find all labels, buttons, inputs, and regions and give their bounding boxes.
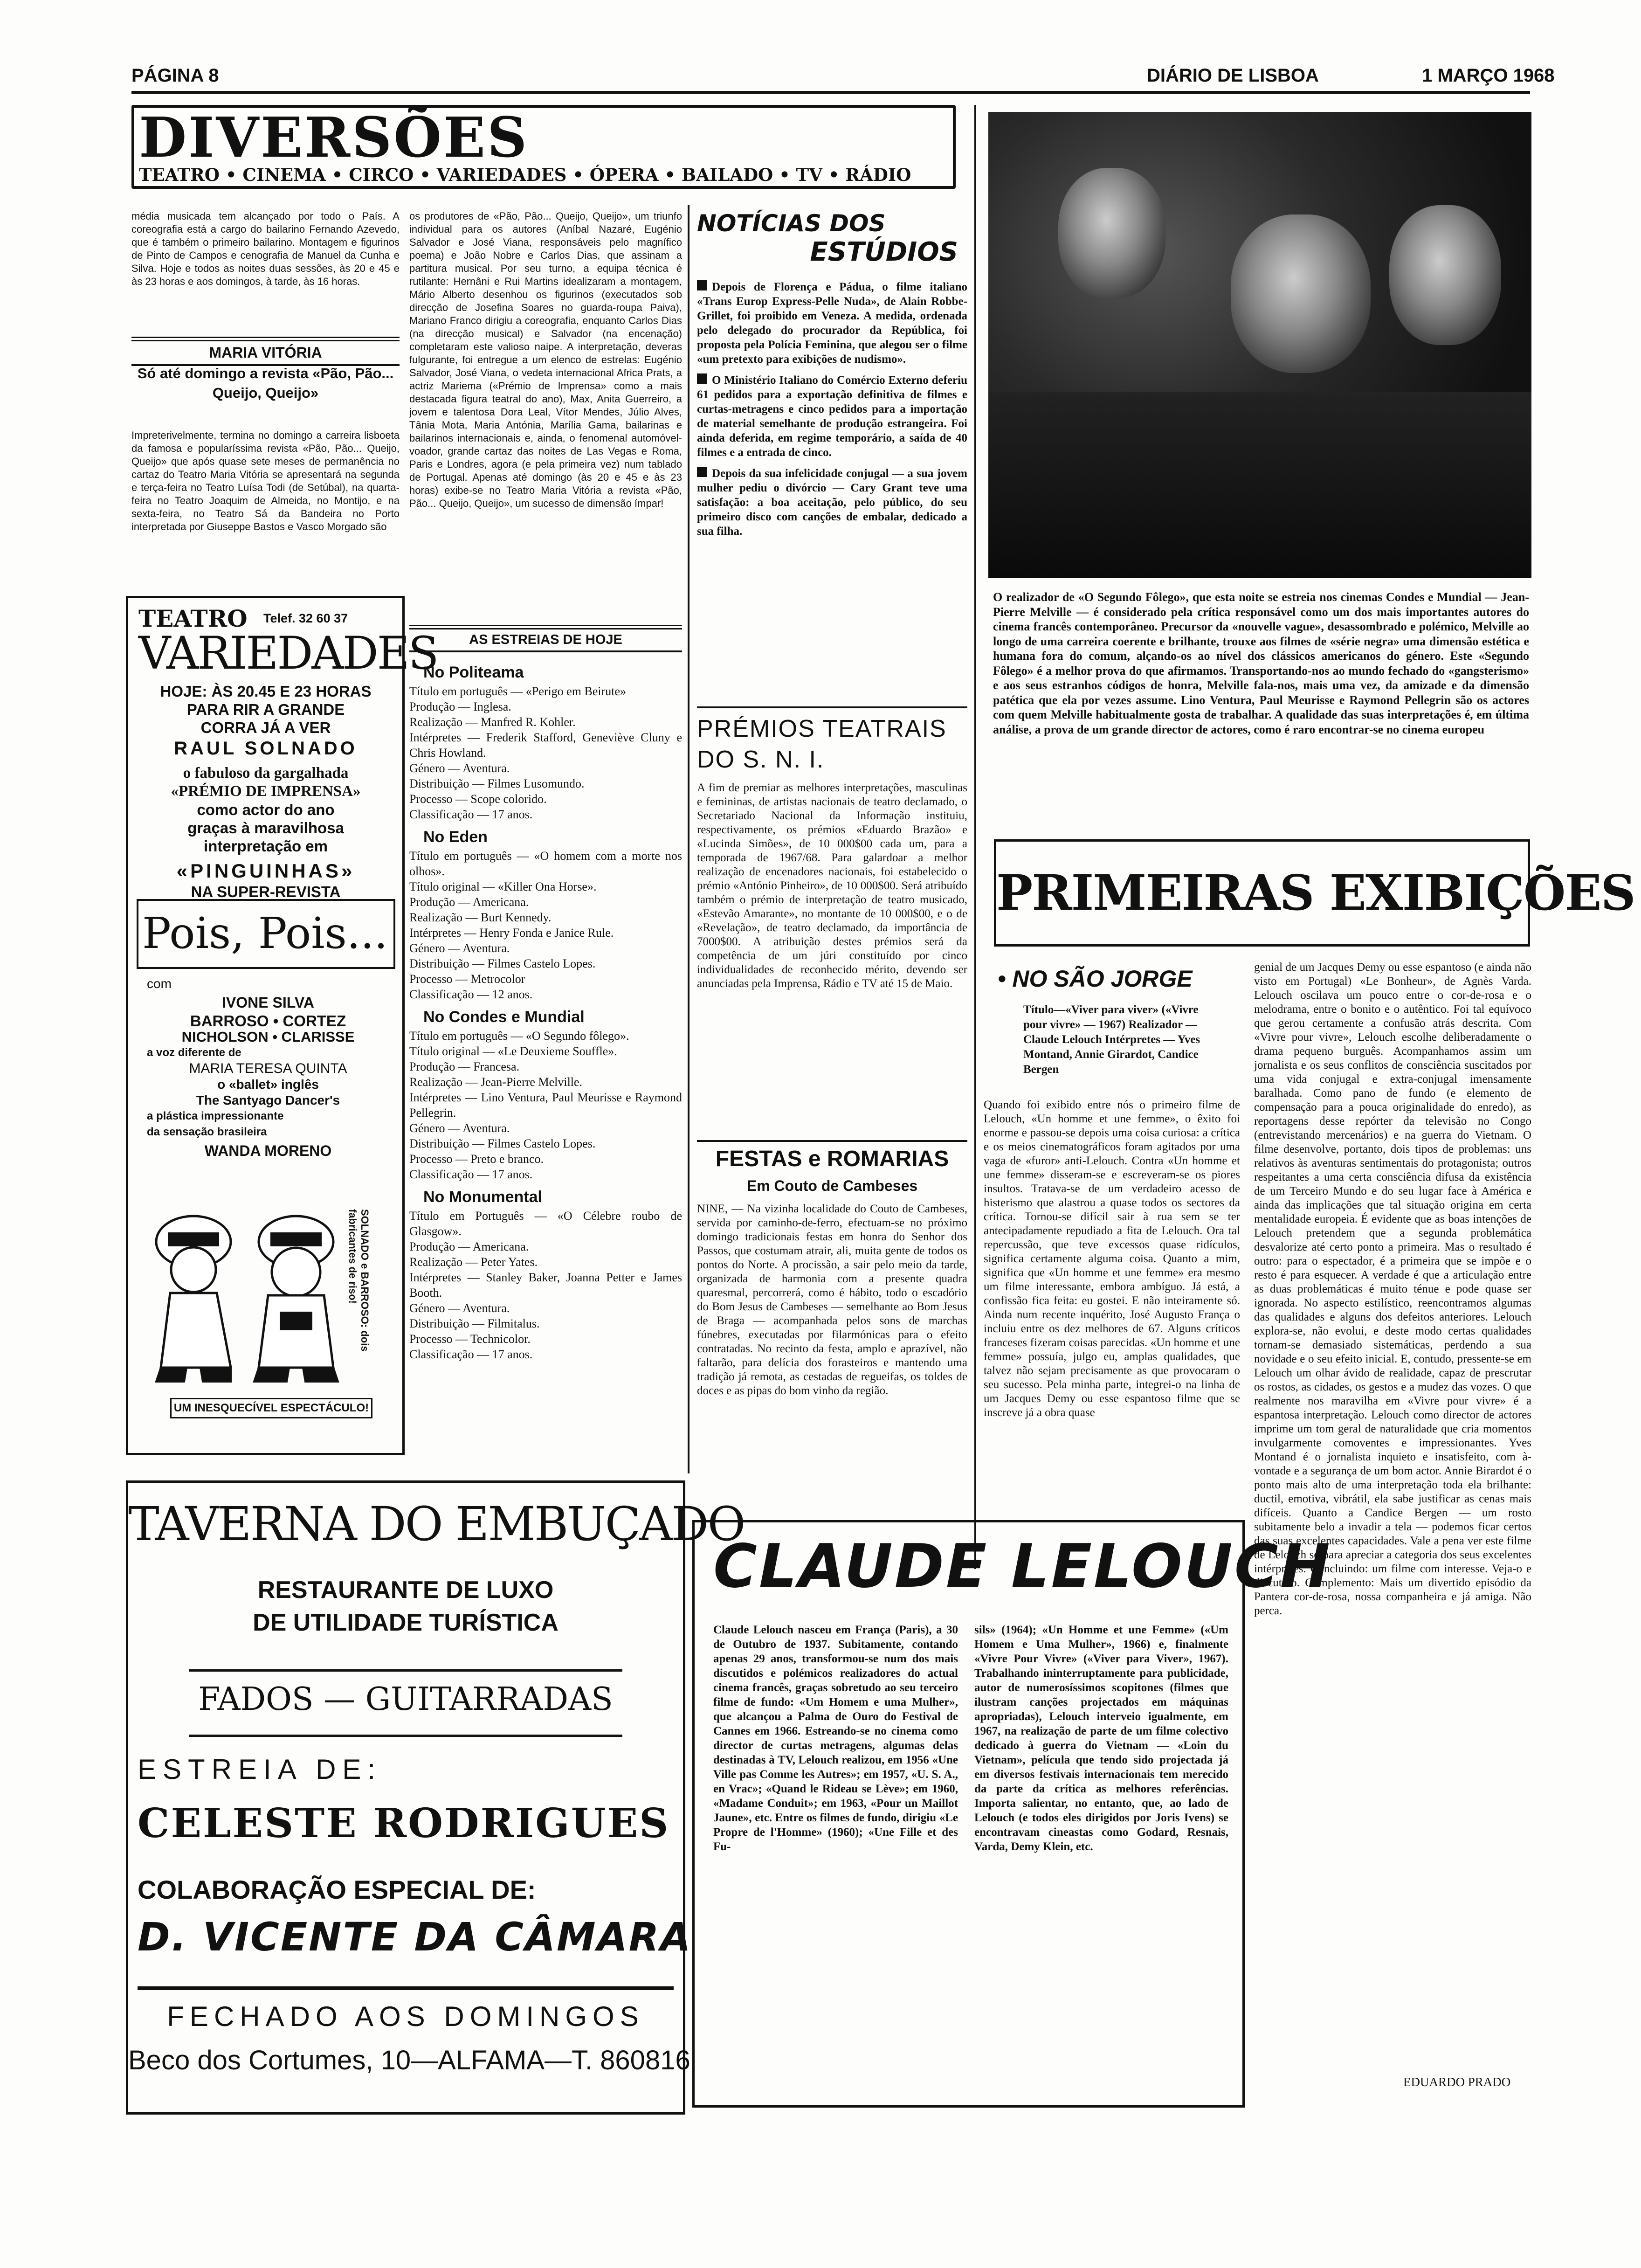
section-rule <box>697 706 967 708</box>
photo-person <box>1389 205 1501 345</box>
taverna-address: Beco dos Cortumes, 10—ALFAMA—T. 860816 <box>128 2045 690 2075</box>
primeiras-text2: genial de um Jacques Demy ou esse espantoso (e ainda não visto em Portugal) «Le Bonheur», de Agnès Varda. Lelouch oscilava um pouco entre o cor-de-rosa e o melodrama, entre o bonito e o autêntico. Foi tal equívoco que gerou certamente a confusão atrás descrita. Com «Vivre pour vivre», Lelouch escolhe deliberadamente o drama pequeno burguês. Acompanhamos assim um jornalista e os seus conflitos de consciência suscitados por uma vida conjugal e extra-conjugal imensamente baralhada. Como pano de fundo (e elemento de compensação para a pouca originalidade do enredo), as reportagens desse repórter da televisão no Congo (entrevistando mercenários) e na guerra do Vietnam. O filme desenvolve, portanto, dois tipos de problemas: uns relativos às aventuras sentimentais do protagonista; outros respeitantes a uma certa consciência difusa da existência de um Terceiro Mundo e do seu lugar face à América e ainda das implicações que tal situação origina em certa mentalidade europeia. É evidente que as boas intenções de Lelouch pretendem que a segunda problemática desvalorize até certo ponto a primeira. Mas o resultado é outro: para o espectador, é a primeira que se impõe e o resto é para esquecer. A verdade é que a articulação entre as duas problemáticas é muito ténue e pode quase ser ignorada. No aspecto estilístico, reencontramos algumas das qualidades e alguns dos defeitos anteriores. Lelouch explora-se, não evolui, e deste modo certas qualidades tornam-se demasiado sistemáticas, perdendo a sua novidade e o seu efeito inicial. E, contudo, pressente-se em Lelouch um olhar ávido de realidade, capaz de prescrutar os rostos, as cidades, os gestos e a mudez das vozes. O que realmente nos maravilha em «Vivre pour vivre» é a espantosa interpretação. Lelouch como director de actores imprime um tom geral de naturalidade que cria momentos invulgarmente comoventes e impressionantes. Yves Montand é o jornalista inquieto e insatisfeito, com à-vontade e a segurança de um bom actor. Annie Birardot é o ponto mais alto de uma interpretação toda ela brilhante: ductil, emotiva, vibrátil, ela sabe justificar as cenas mais difíceis. Quanto a Candice Bergen — um rosto subitamente belo a invadir a tela — podemos ficar certos das suas excelentes capacidades. Vale a pena ver este filme de Lelouch só para apreciar a categoria dos seus excelentes intérpretes. Concluindo: um filme com interesse. Veja-o e discuta-o. Complemento: Mais um divertido episódio da Pantera cor-de-rosa, nossa companheira e já amiga. Não perca. <box>1254 961 1531 1617</box>
film-line: Género — Aventura. <box>409 1121 510 1135</box>
film-line: Realização — Manfred R. Kohler. <box>409 715 576 729</box>
variedades-teatro: TEATRO <box>138 605 248 632</box>
primeiras-signature: EDUARDO PRADO <box>1403 2075 1511 2089</box>
film-line: Género — Aventura. <box>409 941 510 955</box>
taverna-estreia: ESTREIA DE: <box>138 1754 382 1785</box>
variedades-cast4: a voz diferente de <box>147 1046 241 1059</box>
page-date: 1 MARÇO 1968 <box>1422 65 1555 86</box>
film-line: Distribuição — Filmes Castelo Lopes. <box>409 957 596 970</box>
taverna-ad <box>126 1480 745 2115</box>
maria-vitoria-text: Impreterivelmente, termina no domingo a carreira lisboeta da famosa e popularíssima revista «Pão, Pão... Queijo, Queijo» que após quase sete meses de permanência no cartaz do Teatro Maria Vitória se apresentará na segunda e terça-feira no Teatro Luísa Todi (de Setúbal), na quarta-feira no Teatro Joaquim de Almeida, no Montijo, e na sexta-feira, no Teatro Sá da Bandeira no Porto interpretada por Giuseppe Bastos e Vasco Morgado são <box>131 429 400 532</box>
variedades-cast2: BARROSO • CORTEZ <box>190 1012 346 1030</box>
film-line: Processo — Technicolor. <box>409 1332 531 1346</box>
variedades-line5: como actor do ano <box>197 801 335 818</box>
col1-top-text: média musicada tem alcançado por todo o País. A coreografia está a cargo do bailarino Fernando Azevedo, que é também o primeiro bailarino. Montagem e figurinos de Pinto de Campos e cenografia de Manuel da Cunha e Silva. Hoje e todos as noites duas sessões, às 20 e 45 e às 23 horas e aos domingos, à tarde, às 16 horas. <box>131 210 400 287</box>
lelouch-title: CLAUDE LELOUCH <box>713 1532 1332 1601</box>
variedades-cast9: da sensação brasileira <box>147 1126 267 1138</box>
variedades-body <box>133 682 399 901</box>
variedades-com: com <box>147 976 172 991</box>
film-line: Realização — Peter Yates. <box>409 1255 538 1269</box>
bullet-icon <box>697 280 707 290</box>
variedades-name: VARIEDADES <box>138 627 438 679</box>
film-line: Título em Português — «O Célebre roubo de Glasgow». <box>409 1209 682 1238</box>
film-line: Intérpretes — Lino Ventura, Paul Meurisse e Raymond Pellegrin. <box>409 1091 682 1120</box>
taverna-closed: FECHADO AOS DOMINGOS <box>167 2001 644 2032</box>
column-rule <box>688 205 689 1473</box>
film-line: Classificação — 17 anos. <box>409 808 533 821</box>
film-listing <box>409 1010 682 1182</box>
film-line: Título original — «Killer Ona Horse». <box>409 880 597 893</box>
variedades-line2: CORRA JÁ A VER <box>200 719 331 736</box>
film-line: Processo — Metrocolor <box>409 972 525 986</box>
taverna-line2: DE UTILIDADE TURÍSTICA <box>253 1609 558 1636</box>
photo-person <box>1231 214 1371 373</box>
maria-vitoria-headline: Só até domingo a revista «Pão, Pão... Queijo, Queijo» <box>137 365 394 401</box>
lelouch-text2: sils» (1964); «Un Homme et une Femme» («Um Homem e Uma Mulher», 1966) e, finalmente «Vivre Pour Vivre» («Viver para Viver», 1967). Trabalhando ininterruptamente para publicidade, autor de numerosíssimos scopitones (filmes que ilustram canções projectados em máquinas apropriadas), Lelouch interveio igualmente, em 1967, na realização de parte de um filme colectivo dedicado à guerra do Vietnam — «Loin du Vietnam», película que tendo sido projectada já em diversos festivais internacionais tem merecido da parte da crítica as melhores referências. Importa salientar, no entanto, que, ao lado de Lelouch (e todos eles dirigidos por Joris Ivens) se encontravam cineastas como Godard, Resnais, Varda, Demy Klein, etc. <box>974 1624 1228 1853</box>
taverna-colab: COLABORAÇÃO ESPECIAL DE: <box>138 1875 536 1904</box>
variedades-side-caption: SOLNADO e BARROSO: dois fabricantes de riso! <box>347 1209 371 1352</box>
maria-vitoria-bar <box>131 337 400 366</box>
lelouch-box <box>692 1520 1332 2108</box>
taverna-rule <box>138 1986 674 1990</box>
film-line: Género — Aventura. <box>409 761 510 775</box>
variedades-line1: PARA RIR A GRANDE <box>186 701 345 718</box>
film-listing <box>409 830 682 1002</box>
film-line: Título em português — «O Segundo fôlego». <box>409 1029 629 1043</box>
film-line: Classificação — 12 anos. <box>409 988 533 1001</box>
page-number: PÁGINA 8 <box>131 65 219 86</box>
premios-text: A fim de premiar as melhores interpretações, masculinas e femininas, de artistas nacionais de teatro declamado, o Secretariado Nacional da Informação instituiu, respectivamente, os prémios «Eduardo Brazão» e «Lucinda Simões», de 10 000$00 cada um, para a temporada de 1967/68. Para galardoar a melhor realização de encenadores nacionais, foi estabelecido o prémio «António Pinheiro», de 10 000$00. Será atribuído também o prémio de interpretação de teatro musicado, «Estevão Amarante», no montante de 10 000$00, e o de «Revelação», de teatro declamado, da importância de 7000$00. A atribuição destes prémios será da competência de um júri constituído por cinco individualidades de reconhecido mérito, devendo ser anunciadas pela Imprensa, Rádio e TV até 15 de Maio. <box>697 781 967 990</box>
variedades-revista-box <box>137 899 395 969</box>
film-line: Género — Aventura. <box>409 1301 510 1315</box>
taverna-rule <box>189 1669 622 1672</box>
film-line: Produção — Americana. <box>409 895 529 909</box>
variedades-line4: «PRÉMIO DE IMPRENSA» <box>171 783 361 800</box>
film-line: Intérpretes — Frederik Stafford, Geneviève Cluny e Chris Howland. <box>409 731 682 760</box>
noticias-item <box>697 466 967 539</box>
estreias-bar-label: AS ESTREIAS DE HOJE <box>409 625 682 652</box>
bullet-icon <box>697 373 707 384</box>
film-line: Distribuição — Filmitalus. <box>409 1317 540 1330</box>
section-header <box>131 105 956 189</box>
film-line: Classificação — 17 anos. <box>409 1168 533 1181</box>
film-line: Distribuição — Filmes Castelo Lopes. <box>409 1137 596 1150</box>
variedades-revista: Pois, Pois... <box>142 908 388 958</box>
variedades-line7: interpretação em <box>204 837 328 855</box>
noticias-item-text: Depois da sua infelicidade conjugal — a sua jovem mulher pediu o divórcio — Cary Grant teve uma satisfação: a boa aceitação, pelo público, do seu primeiro disco com canções de embalar, dedicado a sua filha. <box>697 467 967 538</box>
festas-subtitle: Em Couto de Cambeses <box>746 1177 918 1194</box>
variedades-cast6: o «ballet» inglês <box>217 1077 319 1092</box>
variedades-telef: Telef. 32 60 37 <box>263 611 348 625</box>
primeiras-text1: Quando foi exibido entre nós o primeiro filme de Lelouch, «Un homme et une femme», o êxito foi enorme e passou-se depois uma coisa curiosa: a crítica e os meios cinematográficos foram agitados por uma vaga de «furor» anti-Lelouch. Contra «Un homme et une femme» disseram-se e escreveram-se os piores insultos. Tratava-se de um verdadeiro acesso de histerismo que alastrou a quase todos os sectores da crítica. Tornou-se difícil sair à rua sem se ter antecipadamente repudiado a fita de Lelouch. Ora tal repercussão, que teve excessos quase ridículos, significa certamente alguma coisa. Quanto a mim, significa que «Un homme et une femme» era mesmo um filme interessante, embora ambíguo. Já está, a confissão fica feita: eu gostei. E não inteiramente só. Ainda num recente inquérito, José Augusto França o incluiu entre os dez melhores de 67. Alguns críticos franceses fizeram coisas parecidas. «Un homme et une femme» possuía, julgo eu, amplas qualidades, que talvez não sejam precisamente as que provocaram o seu sucesso. Pela minha parte, integrei-o na linha de um Jacques Demy ou esse espantoso filme que se inscreve já a obra quase <box>984 1099 1240 1419</box>
variedades-star: RAUL SOLNADO <box>174 738 358 759</box>
noticias-item-text: O Ministério Italiano do Comércio Externo deferiu 61 pedidos para a exportação definitiva de filmes e curtas-metragens e cinco pedidos para a importação de material semelhante de produção estrangeira. Foi ainda deferida, em regime temporário, a saída de 40 filmes e a entrada de cinco. <box>697 374 967 459</box>
variedades-footer: UM INESQUECÍVEL ESPECTÁCULO! <box>170 1398 372 1418</box>
taverna-title: TAVERNA DO EMBUÇADO <box>128 1497 745 1551</box>
film-cinema: No Politeama <box>423 664 524 681</box>
photo-caption: O realizador de «O Segundo Fôlego», que esta noite se estreia nos cinemas Condes e Mundial — Jean-Pierre Melville — é considerado pela crítica responsável como um dos mais importantes autores do cinema francês contemporâneo. Precursor da «nouvelle vague», desassombrado e polémico, Melville ao longo de uma carreira coerente e brilhante, trouxe aos filmes de «série negra» uma dimensão estética e humana fora do comum, alçando-os ao nível dos clássicos americanos do género. Este «Segundo Fôlego» é a melhor prova do que afirmamos. Transportando-nos ao mundo fechado do «gangsterismo» e aos seus estranhos códigos de honra, Melville fala-nos, mais uma vez, da amizade e da dimensão patética que ela por vezes assume. Lino Ventura, Paul Meurisse e Raymond Pellegrin são os actores com quem Melville habitualmente gosta de trabalhar. A qualidade das suas interpretações é, em última análise, a prova de um grande director de actores, como é raro encontrar-se no cinema europeu <box>993 590 1529 736</box>
premios-title: PRÉMIOS TEATRAIS DO S. N. I. <box>697 715 947 773</box>
variedades-cast3: NICHOLSON • CLARISSE <box>181 1029 355 1045</box>
film-line: Produção — Americana. <box>409 1240 529 1253</box>
film-cinema: No Eden <box>423 828 488 846</box>
noticias-item <box>697 280 967 366</box>
variedades-ad <box>126 596 438 1455</box>
film-listing <box>409 665 682 822</box>
maria-vitoria-bar-label: MARIA VITÓRIA <box>131 337 400 366</box>
taverna-line1: RESTAURANTE DE LUXO <box>257 1577 554 1604</box>
lelouch-text1: Claude Lelouch nasceu em França (Paris), a 30 de Outubro de 1937. Subitamente, contando apenas 29 anos, transformou-se num dos mais discutidos e polémicos realizadores do actual cinema francês, graças sobretudo ao seu terceiro filme de fundo: «Um Homem e uma Mulher», que alcançou a Palma de Ouro do Festival de Cannes em 1966. Estreando-se no cinema como director de curtas metragens, algumas delas destinadas à TV, Lelouch realizou, em 1956 «Une Ville pas Comme les Autres»; em 1957, «U. S. A., en Vrac»; «Quand le Rideau se Lève»; em 1960, «Madame Conduit»; em 1963, «Pour un Maillot Jaune», etc. Entre os filmes de fundo, dirigiu «Le Propre de l'Homme» (1960); «Une Fille et des Fu- <box>713 1624 958 1853</box>
variedades-cast5: MARIA TERESA QUINTA <box>189 1061 347 1076</box>
film-cinema: No Monumental <box>423 1188 542 1206</box>
variedades-line3: o fabuloso da gargalhada <box>183 765 349 781</box>
film-listing <box>409 1189 682 1362</box>
melville-photo <box>988 112 1531 578</box>
film-line: Intérpretes — Stanley Baker, Joanna Petter e James Booth. <box>409 1271 682 1300</box>
bullet-icon <box>697 467 707 477</box>
festas-title: FESTAS e ROMARIAS <box>715 1147 949 1171</box>
variedades-cast1: IVONE SILVA <box>222 994 314 1011</box>
taverna-rule <box>189 1735 622 1737</box>
section-rule <box>697 1140 967 1142</box>
taverna-artist: CELESTE RODRIGUES <box>138 1800 670 1847</box>
variedades-line8: NA SUPER-REVISTA <box>191 883 341 900</box>
taverna-artist2: D. VICENTE DA CÂMARA <box>138 1914 692 1960</box>
variedades-cast7: The Santyago Dancer's <box>196 1093 340 1107</box>
noticias-title2: ESTÚDIOS <box>810 237 958 267</box>
primeiras-title: PRIMEIRAS EXIBIÇÕES <box>996 864 1635 921</box>
primeiras-heading: • NO SÃO JORGE <box>998 966 1193 992</box>
variedades-cast <box>147 976 389 1159</box>
film-line: Título original — «Le Deuxieme Souffle». <box>409 1044 617 1058</box>
estreias-bar <box>409 625 682 652</box>
film-line: Distribuição — Filmes Lusomundo. <box>409 777 585 790</box>
film-cinema: No Condes e Mundial <box>423 1008 585 1026</box>
film-line: Produção — Francesa. <box>409 1060 520 1073</box>
festas-text: NINE, — Na vizinha localidade do Couto de Cambeses, servida por caminho-de-ferro, efectuam-se no próximo domingo tradicionais festas em honra do Senhor dos Passos, que costumam atrair, ali, muita gente de todos os pontos do Norte. A procissão, a sair pelo meio da tarde, organizada de harmonia com a presente quadra quaresmal, percorrerá, como é hábito, todo o escadório do Bom Jesus de Cambeses — semelhante ao Bom Jesus de Braga — acompanhada pelos sons de marchas fúnebres, executadas por filarmónicas para o efeito contratadas. No recinto da festa, amplo e aprazível, não faltarão, para delícia dos forasteiros e mantendo uma tradição já remota, as cestadas de regueifas, os toldes de doces e as pipas do bom vinho da região. <box>697 1203 967 1397</box>
section-subtitle: TEATRO • CINEMA • CIRCO • VARIEDADES • ÓPERA • BAILADO • TV • RÁDIO <box>139 165 911 185</box>
col2-top-text: os produtores de «Pão, Pão... Queijo, Queijo», um triunfo individual para os autores (Aníbal Nazaré, Eugénio Salvador e José Viana, responsáveis pelo magnífico poema) e João Nobre e Carlos Dias, que assinam a partitura musical. Por seu turno, a equipa técnica é rutilante: Hernâni e Rui Martins idealizaram a montagem, Mário Alberto desenhou os figurinos (executados sob direcção de Josefina Soares no guarda-roupa Paiva), Mariano Franco dirigiu a coreografia, enquanto Carlos Dias (na direcção musical) e Salvador (na encenação) completaram este valioso naipe. A interpretação, deveras fulgurante, foi entregue a um elenco de estrelas: Eugénio Salvador, José Viana, o vedeta internacional Africa Prats, a actriz Mariema («Prémio de Imprensa» como a mais destacada figura teatral do ano), Max, Anita Guerreiro, a jovem e talentosa Dora Leal, Vítor Mendes, Júlio Alves, Tânia Mota, Maria Antónia, Marília Gama, bailarinas e bailarinos internacionais e, ainda, o fenomenal automóvel-voador, grande cartaz das noites de Las Vegas e Roma, Paris e Londres, agora (e pela primeira vez) num tablado de Portugal. Apenas até domingo (às 20 e 45 e às 23 horas) exibe-se no Teatro Maria Vitória a revista «Pão, Pão... Queijo, Queijo», um sucesso de dimensão ímpar! <box>409 210 682 509</box>
film-line: Produção — Inglesa. <box>409 700 511 713</box>
primeiras-credits: Título—«Viver para viver» («Vivre pour vivre» — 1967) Realizador — Claude Lelouch Intérpretes — Yves Montand, Annie Girardot, Candice Bergen <box>1023 1003 1200 1076</box>
variedades-cast10: WANDA MORENO <box>204 1142 332 1159</box>
noticias-item-text: Depois de Florença e Pádua, o filme italiano «Trans Europ Express-Pelle Nuda», de Alain Robbe-Grillet, foi proibido em Veneza. A medida, ordenada pelo delegado do procurador da República, foi proposta pela Polícia Feminina, que alegou ser o filme «um pretexto para exibições de nudismo». <box>697 281 967 366</box>
variedades-line6: graças à maravilhosa <box>187 819 344 837</box>
film-line: Realização — Burt Kennedy. <box>409 911 552 924</box>
film-line: Intérpretes — Henry Fonda e Janice Rule. <box>409 926 614 940</box>
variedades-hoje: HOJE: ÀS 20.45 E 23 HORAS <box>160 683 372 700</box>
film-line: Título em português — «O homem com a morte nos olhos». <box>409 849 682 878</box>
film-line: Título em português — «Perigo em Beirute» <box>409 685 627 698</box>
photo-shadow <box>988 392 1531 578</box>
variedades-show: «PINGUINHAS» <box>176 860 355 882</box>
noticias-item <box>697 373 967 460</box>
estreias-list <box>409 657 682 1459</box>
noticias-header <box>697 210 967 267</box>
cartoon-illustration <box>142 1190 366 1386</box>
variedades-cast8: a plástica impressionante <box>147 1110 284 1122</box>
film-line: Processo — Scope colorido. <box>409 792 547 806</box>
newspaper-name: DIÁRIO DE LISBOA <box>1147 65 1319 86</box>
section-title: DIVERSÕES <box>139 105 529 170</box>
noticias-list <box>697 280 967 699</box>
header-rule <box>131 91 1530 94</box>
noticias-title1: NOTÍCIAS DOS <box>697 210 886 237</box>
film-line: Processo — Preto e branco. <box>409 1152 544 1166</box>
photo-person <box>1058 168 1165 298</box>
film-line: Realização — Jean-Pierre Melville. <box>409 1075 583 1089</box>
primeiras-title-box <box>994 839 1635 947</box>
film-line: Classificação — 17 anos. <box>409 1348 533 1361</box>
taverna-fados: FADOS — GUITARRADAS <box>198 1681 613 1718</box>
